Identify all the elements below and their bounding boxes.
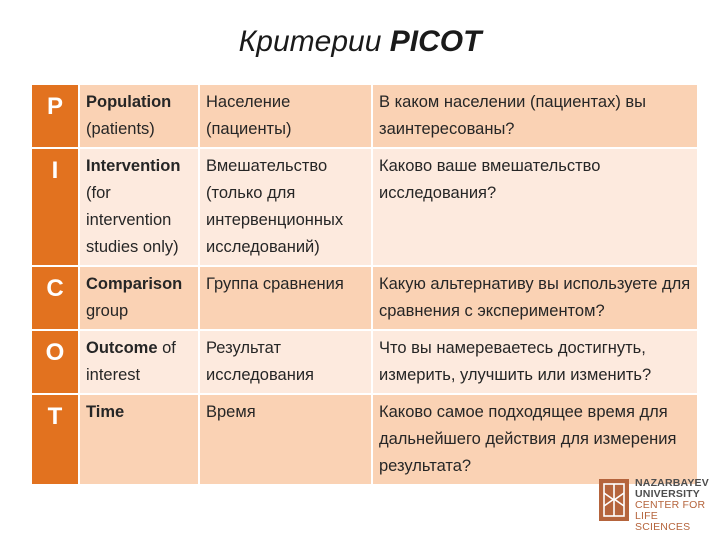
- term-rest: group: [86, 302, 129, 320]
- term-bold: Intervention: [86, 157, 181, 175]
- row-question: В каком населении (пациентах) вы заинтересованы?: [372, 84, 698, 148]
- row-question: Какую альтернативу вы используете для сравнения с экспериментом?: [372, 266, 698, 330]
- row-russian: Результат исследования: [199, 330, 372, 394]
- title-prefix: Критерии: [238, 25, 382, 58]
- row-letter: P: [31, 84, 79, 148]
- university-logo: [599, 477, 715, 533]
- slide-title: [0, 24, 720, 60]
- term-rest: of interest: [86, 339, 176, 384]
- term-rest: (for intervention studies only): [86, 184, 179, 256]
- term-bold: Comparison: [86, 275, 183, 293]
- row-term: [79, 394, 199, 485]
- table-row-p: [31, 84, 698, 148]
- table-row-c: [31, 266, 698, 330]
- logo-line-nazarbayev: NAZARBAYEV: [635, 477, 709, 489]
- row-letter: T: [31, 394, 79, 485]
- logo-line-university: UNIVERSITY: [635, 488, 701, 500]
- row-russian: Время: [199, 394, 372, 485]
- logo-line-center: CENTER FOR: [635, 499, 706, 511]
- row-letter: C: [31, 266, 79, 330]
- term-bold: Outcome: [86, 339, 158, 357]
- picot-table: [30, 83, 699, 486]
- term-bold: Time: [86, 403, 125, 421]
- table-row-i: [31, 148, 698, 266]
- term-rest: (patients): [86, 120, 155, 138]
- row-russian: Группа сравнения: [199, 266, 372, 330]
- row-letter: O: [31, 330, 79, 394]
- row-question: Каково самое подходящее время для дальнейшего действия для измерения результата?: [372, 394, 698, 485]
- title-emphasis: PICOT: [389, 25, 482, 58]
- row-letter: I: [31, 148, 79, 266]
- logo-text: [635, 478, 715, 533]
- row-russian: Вмешательство (только для интервенционных исследований): [199, 148, 372, 266]
- table-row-t: [31, 394, 698, 485]
- university-emblem-icon: [599, 479, 629, 521]
- table-row-o: [31, 330, 698, 394]
- row-question: Каково ваше вмешательство исследования?: [372, 148, 698, 266]
- row-term: [79, 84, 199, 148]
- row-question: Что вы намереваетесь достигнуть, измерить, улучшить или изменить?: [372, 330, 698, 394]
- row-term: [79, 266, 199, 330]
- row-term: [79, 330, 199, 394]
- logo-line-life-sciences: LIFE SCIENCES: [635, 510, 691, 533]
- term-bold: Population: [86, 93, 172, 111]
- row-russian: Население (пациенты): [199, 84, 372, 148]
- row-term: [79, 148, 199, 266]
